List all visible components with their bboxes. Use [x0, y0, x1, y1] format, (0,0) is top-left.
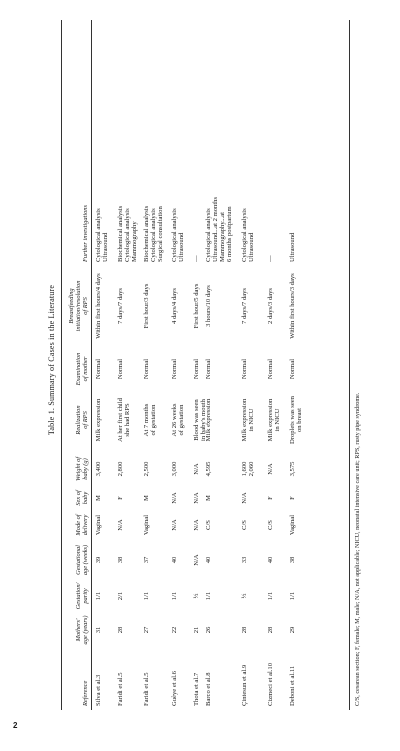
cell-sex: N/A [241, 492, 248, 504]
cell-realization: Blood was seen [193, 399, 200, 441]
header-reference: Reference [82, 680, 89, 706]
cell-further: Surgical consultation [157, 206, 164, 262]
cell-realization: in NICU [248, 408, 255, 432]
cell-delivery: N/A [117, 519, 124, 531]
cell-breast: Within first hours/4 days [95, 273, 102, 339]
cell-reference: Guèye et al.6 [171, 671, 178, 706]
cell-parity: ½ [241, 593, 248, 599]
cell-weight: 2,800 [117, 461, 124, 477]
cell-realization: Milk expression [205, 398, 212, 442]
cell-exam: Normal [117, 358, 124, 380]
cell-gest-age: 39 [95, 556, 102, 564]
cell-exam: Normal [205, 358, 212, 380]
cell-further: 6 months postpartum [226, 206, 233, 262]
cell-breast: 7 days/7 days [117, 288, 124, 324]
cell-age: 21 [193, 626, 200, 634]
cell-realization: Milk expression [95, 398, 102, 442]
cell-parity: 1/1 [267, 591, 274, 601]
cell-breast: 4 days/4 days [171, 288, 178, 324]
cell-further: Biochemical analysis [143, 205, 150, 262]
cell-weight: 4,595 [205, 461, 212, 477]
cell-exam: Normal [171, 358, 178, 380]
header-gest-age: age (weeks) [82, 544, 89, 576]
cell-gest-age: 40 [267, 556, 274, 564]
cell-age: 31 [95, 626, 102, 634]
cell-further: Mammography [131, 221, 138, 262]
cell-realization: Milk expression [241, 398, 248, 442]
cell-reference: Faridi et al.5 [143, 672, 150, 706]
cell-weight: N/A [267, 463, 274, 475]
cell-reference: Faridi et al.5 [117, 672, 124, 706]
header-breast: initiation/resolution [75, 280, 82, 332]
cell-further: Cytological analysis [205, 208, 212, 262]
cell-delivery: C/S [267, 520, 274, 530]
cell-breast: 2 days/3 days [267, 288, 274, 324]
cell-breast: 7 days/7 days [241, 288, 248, 324]
cell-gest-age: 38 [117, 556, 124, 564]
header-weight: Weight of [75, 456, 82, 482]
cell-breast: 3 hours/10 days [205, 285, 212, 327]
header-exam: of mother [82, 356, 89, 382]
cell-age: 28 [117, 626, 124, 634]
cell-reference: Çintesun et al.9 [241, 664, 248, 706]
cell-realization: in baby's mouth [200, 399, 207, 441]
cell-parity: 2/1 [117, 591, 124, 601]
header-breast: of RPS [82, 297, 89, 315]
cell-realization: of gestation [150, 404, 157, 436]
header-delivery: delivery [82, 514, 89, 536]
header-sex: baby [82, 491, 89, 505]
cell-gest-age: 38 [289, 556, 296, 564]
cell-parity: 1/1 [289, 591, 296, 601]
header-exam: Examination [75, 352, 82, 386]
cell-further: Ultrasound...at 2 months [212, 196, 219, 262]
cell-reference: Deboni et al.11 [289, 665, 296, 706]
cell-delivery: Vaginal [289, 514, 296, 536]
cell-further: — [267, 255, 274, 262]
cell-sex: M [95, 495, 102, 501]
cell-further: — [193, 255, 200, 262]
cell-gest-age: 40 [171, 556, 178, 564]
cell-reference: Cizmeci et al.10 [267, 662, 274, 706]
cell-gest-age: 40 [205, 556, 212, 564]
cell-exam: Normal [143, 358, 150, 380]
cell-realization: she had RPS [124, 403, 131, 437]
cell-sex: N/A [171, 492, 178, 504]
cell-reference: Silva et al.3 [95, 674, 102, 706]
cell-further: Cytological analysis [95, 208, 102, 262]
cell-parity: 1/1 [143, 591, 150, 601]
cell-weight: 3,575 [289, 461, 296, 477]
rotated-table-page [45, 10, 375, 710]
header-gest-age: Gestational [75, 545, 82, 575]
table-top-rule [61, 20, 62, 710]
header-realization: Realization [75, 405, 82, 435]
cell-age: 27 [143, 626, 150, 634]
cell-breast: Within first hours/3 days [289, 273, 296, 339]
cell-realization: in NICU [274, 408, 281, 432]
cell-age: 28 [267, 626, 274, 634]
table-header-rule [91, 20, 92, 710]
cell-parity: 1/1 [171, 591, 178, 601]
cell-parity: ½ [193, 593, 200, 599]
cell-further: Biochemical analysis [117, 205, 124, 262]
cell-sex: M [205, 495, 212, 501]
cell-delivery: Vaginal [143, 514, 150, 536]
cell-weight: 3,400 [95, 461, 102, 477]
cell-gest-age: 33 [241, 556, 248, 564]
cell-weight: 3,000 [171, 461, 178, 477]
cell-reference: Barco et al.8 [205, 672, 212, 706]
cell-gest-age: N/A [193, 554, 200, 566]
cell-weight: 2,060 [248, 461, 255, 477]
cell-exam: Normal [267, 358, 274, 380]
cell-breast: First hour/5 days [193, 283, 200, 329]
cell-realization: At 26 weeks [171, 403, 178, 437]
cell-delivery: Vaginal [95, 514, 102, 536]
cell-parity: 1/1 [95, 591, 102, 601]
cell-gest-age: 37 [143, 556, 150, 564]
cell-age: 28 [241, 626, 248, 634]
header-breast: Breastfeeding [68, 288, 75, 324]
cell-weight: 1,600 [241, 461, 248, 477]
cell-delivery: N/A [193, 519, 200, 531]
cell-further: Ultrasound [178, 232, 185, 262]
cell-further: Mammography...at [219, 212, 226, 262]
header-parity: Gestation/ [75, 582, 82, 610]
header-weight: baby (g) [82, 458, 89, 480]
cell-delivery: C/S [205, 520, 212, 530]
header-age: age (years) [82, 615, 89, 645]
cell-exam: Normal [289, 358, 296, 380]
cell-age: 29 [289, 626, 296, 634]
header-delivery: Mode of [75, 514, 82, 536]
cell-sex: F [289, 496, 296, 500]
table-bottom-rule [349, 20, 350, 710]
cell-parity: 1/1 [205, 591, 212, 601]
cell-exam: Normal [241, 358, 248, 380]
cell-breast: First hour/3 days [143, 283, 150, 329]
cell-sex: N/A [193, 492, 200, 504]
cell-reference: Thota et al.7 [193, 672, 200, 706]
cell-realization: Milk expression [267, 398, 274, 442]
cell-further: Cytological analysis [124, 208, 131, 262]
cell-exam: Normal [95, 358, 102, 380]
cell-realization: At 7 months [143, 403, 150, 437]
cell-weight: 2,500 [143, 461, 150, 477]
cell-realization: At her first child [117, 398, 124, 442]
header-further: Further investigations [82, 205, 89, 262]
cell-exam: Normal [193, 358, 200, 380]
cell-further: Cytological analysis [241, 208, 248, 262]
header-parity: parity [82, 588, 89, 604]
cell-realization: of gestation [178, 404, 185, 436]
cell-age: 22 [171, 626, 178, 634]
cell-delivery: C/S [241, 520, 248, 530]
cell-realization: on breast [296, 408, 303, 432]
table-footnote: C/S, cesarean section; F, female; M, male; N/A, not applicable; NICU, neonatal intensive care unit; RPS, rusty pipe syndrome. [354, 392, 361, 706]
cell-sex: F [267, 496, 274, 500]
cell-delivery: N/A [171, 519, 178, 531]
cell-sex: M [143, 495, 150, 501]
table-title: Table 1. Summary of Cases in the Literature [47, 284, 56, 436]
cell-further: Cytological analysis [150, 208, 157, 262]
cell-realization: Droplets was seen [289, 396, 296, 444]
page-number: 2 [13, 721, 18, 730]
header-sex: Sex of [75, 490, 82, 506]
cell-sex: F [117, 496, 124, 500]
cell-further: Cytological analysis [171, 208, 178, 262]
cell-further: Ultrasound [248, 232, 255, 262]
header-realization: of RPS [82, 411, 89, 429]
cell-further: Ultrasound [289, 232, 296, 262]
cell-weight: N/A [193, 463, 200, 475]
cell-age: 26 [205, 626, 212, 634]
header-age: Mothers' [75, 618, 82, 642]
cell-further: Ultrasound [102, 232, 109, 262]
